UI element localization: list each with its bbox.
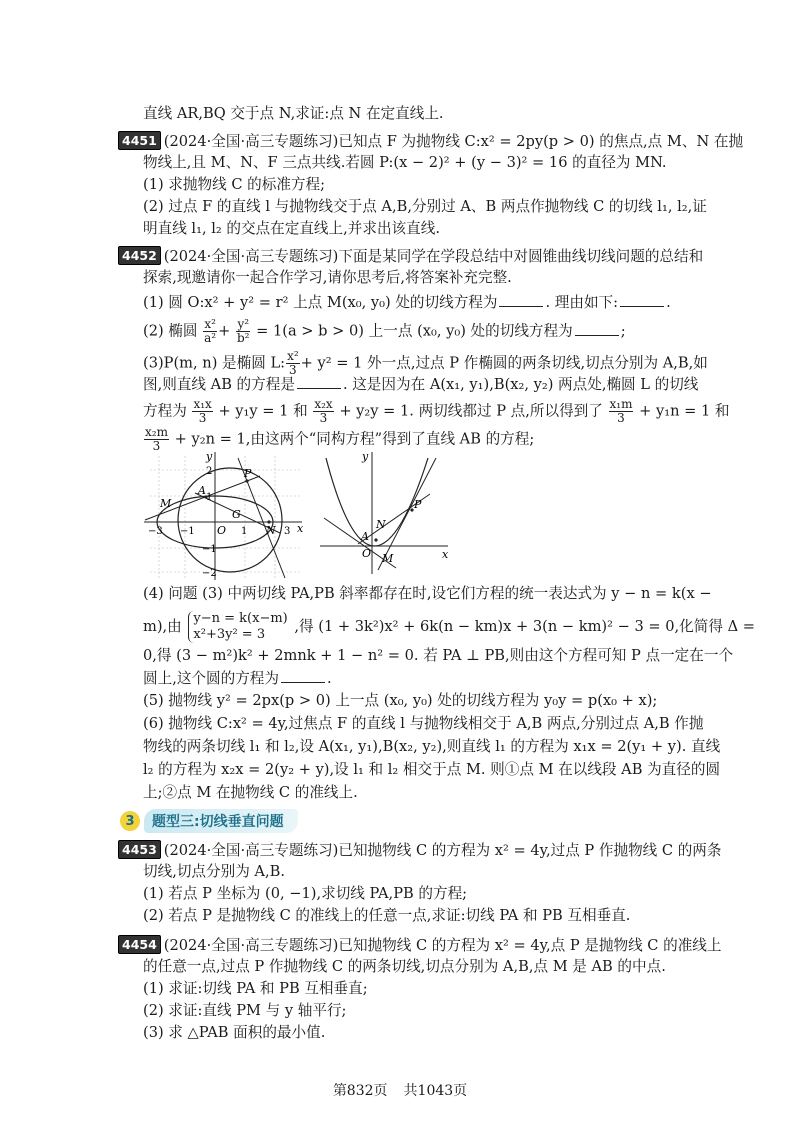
text-line: 4451 (2024·全国·高三专题练习)已知点 F 为抛物线 C:x² = 2py(p > 0) 的焦点,点 M、N 在抛: [118, 131, 743, 152]
text-line: m),由 y−n = k(x−m) x²+3y² = 3 ,得 (1 + 3k²)x² + 6k(n − km)x + 3(n − km)² − 3 = 0,化简得 Δ =: [143, 611, 755, 642]
text-line: (1) 求抛物线 C 的标准方程;: [143, 176, 326, 193]
section-title: 题型三:切线垂直问题: [144, 809, 298, 833]
text-line: 图,则直线 AB 的方程是 . 这是因为在 A(x₁, y₁),B(x₂, y₂) 两点处,椭圆 L 的切线: [143, 376, 699, 393]
tick-label: 1: [206, 492, 213, 503]
answer-blank[interactable]: [297, 374, 341, 389]
page-total: 共1043页: [403, 1083, 468, 1099]
tick-label: −2: [202, 568, 217, 579]
text-line: 明直线 l₁, l₂ 的交点在定直线上,并求出该直线.: [143, 220, 440, 237]
text-line: (2) 过点 F 的直线 l 与抛物线交于点 A,B,分别过 A、B 两点作抛物线 C 的切线 l₁, l₂,证: [143, 198, 707, 215]
page-number: 第832页: [332, 1083, 388, 1099]
origin-label: O: [217, 524, 227, 537]
text-line: 物线上,且 M、N、F 三点共线.若圆 P:(x − 2)² + (y − 3)² = 16 的直径为 MN.: [143, 154, 667, 171]
axis-label-y: y: [206, 450, 213, 463]
text-line: 方程为 $\frac{\text{x₁x}}{3}$ + y₁y = 1 和 $\frac{\text{x₂x}}{3}$ + y₂y = 1. 两切线都过 P 点,所以得到了 $\frac{\text{x₁m}}{3}$ + y₁n = 1 和: [143, 397, 730, 425]
text-line: (4) 问题 (3) 中两切线 PA,PB 斜率都存在时,设它们方程的统一表达式为 y − n = k(x −: [143, 585, 712, 602]
tick-label: 3: [284, 526, 291, 537]
answer-blank[interactable]: [575, 321, 619, 336]
fraction: $\frac{\text{x₁m}}{3}$: [609, 397, 633, 425]
tick-label: 2: [206, 466, 213, 477]
text-line: (2) 椭圆 $\frac{\text{x²}}{\text{a²}}$ + $\frac{\text{y²}}{\text{b²}}$ = 1(a > b > 0) 上一点 (x₀, y₀) 处的切线方程为 ;: [143, 317, 626, 345]
text-line: 4454 (2024·全国·高三专题练习)已知抛物线 C 的方程为 x² = 4y,点 P 是抛物线 C 的准线上: [118, 935, 721, 956]
text-line: (1) 若点 P 坐标为 (0, −1),求切线 PA,PB 的方程;: [143, 885, 468, 902]
fraction: $\frac{\text{x²}}{\text{a²}}$: [204, 317, 217, 345]
text-line: (3)P(m, n) 是椭圆 L: $\frac{\text{x²}}{3}$ + y² = 1 外一点,过点 P 作椭圆的两条切线,切点分别为 A,B,如: [143, 349, 708, 377]
section-header: [120, 808, 298, 834]
text-line: (2) 若点 P 是抛物线 C 的准线上的任意一点,求证:切线 PA 和 PB 互相垂直.: [143, 907, 631, 924]
text-line: 直线 AR,BQ 交于点 N,求证:点 N 在定直线上.: [143, 105, 444, 122]
point-label-P: P: [244, 467, 252, 480]
text-line: (1) 圆 O:x² + y² = r² 上点 M(x₀, y₀) 处的切线方程为 . 理由如下: .: [143, 294, 671, 311]
axis-label-y: y: [362, 450, 369, 463]
answer-blank[interactable]: [620, 292, 664, 307]
point-label-N: N: [266, 524, 276, 537]
point-marker: [374, 538, 377, 541]
figure-ellipse-tangents: [140, 448, 310, 583]
fraction: $\frac{\text{x₁x}}{3}$: [193, 397, 212, 425]
point-label-M: M: [160, 497, 172, 510]
axis-label-x: x: [297, 522, 304, 535]
text-line: (5) 抛物线 y² = 2px(p > 0) 上一点 (x₀, y₀) 处的切线方程为 y₀y = p(x₀ + x);: [143, 692, 658, 709]
answer-blank[interactable]: [281, 668, 325, 683]
point-label-G: G: [232, 508, 241, 521]
text-line: (3) 求 △PAB 面积的最小值.: [143, 1024, 326, 1041]
text-line: 物线的两条切线 l₁ 和 l₂,设 A(x₁, y₁),B(x₂, y₂),则直线 l₁ 的方程为 x₁x = 2(y₁ + y). 直线: [143, 738, 721, 755]
fraction: $\frac{\text{x₂x}}{3}$: [314, 397, 333, 425]
tick-label: −1: [202, 544, 217, 555]
text-line: 切线,切点分别为 A,B.: [143, 863, 285, 880]
text-line: 0,得 (3 − m²)k² + 2mnk + 1 − n² = 0. 若 PA ⊥ PB,则由这个方程可知 P 点一定在一个: [143, 647, 734, 664]
tick-label: −3: [148, 526, 163, 537]
section-number-icon: 3: [120, 811, 140, 831]
fraction: $\frac{\text{y²}}{\text{b²}}$: [236, 317, 250, 345]
point-label-A: A: [361, 530, 369, 543]
circle-curve: [178, 468, 282, 572]
fraction: $\frac{\text{x²}}{3}$: [287, 349, 299, 377]
text-line: 圆上,这个圆的方程为 .: [143, 670, 332, 687]
text-line: 4452 (2024·全国·高三专题练习)下面是某同学在学段总结中对圆锥曲线切线问题的总结和: [118, 246, 703, 267]
equation-system: y−n = k(x−m) x²+3y² = 3: [188, 611, 287, 643]
page-footer: [0, 1080, 800, 1100]
question-number-badge: 4453: [118, 840, 161, 859]
axis-label-x: x: [442, 548, 449, 561]
question-number-badge: 4451: [118, 131, 161, 150]
text-line: (2) 求证:直线 PM 与 y 轴平行;: [143, 1002, 347, 1019]
text-line: 4453 (2024·全国·高三专题练习)已知抛物线 C 的方程为 x² = 4y,过点 P 作抛物线 C 的两条: [118, 840, 721, 861]
question-number-badge: 4452: [118, 246, 161, 265]
text-line: l₂ 的方程为 x₂x = 2(y₂ + y),设 l₁ 和 l₂ 相交于点 M. 则①点 M 在以线段 AB 为直径的圆: [143, 761, 721, 778]
point-label-A: A: [198, 484, 206, 497]
text-line: 上;②点 M 在抛物线 C 的准线上.: [143, 784, 358, 801]
text-line: (1) 求证:切线 PA 和 PB 互相垂直;: [143, 980, 368, 997]
text-line: $\frac{\text{x₂m}}{3}$ + y₂n = 1,由这两个“同构方程”得到了直线 AB 的方程;: [145, 425, 535, 453]
text-line: 探索,现邀请你一起合作学习,请你思考后,将答案补充完整.: [143, 269, 512, 286]
question-number-badge: 4454: [118, 935, 161, 954]
tick-label: −1: [180, 526, 195, 537]
point-label-M: M: [382, 552, 394, 565]
figure-parabola-tangents: [318, 448, 458, 576]
answer-blank[interactable]: [499, 292, 543, 307]
point-label-N: N: [376, 518, 386, 531]
text-line: (6) 抛物线 C:x² = 4y,过焦点 F 的直线 l 与抛物线相交于 A,B 两点,分别过点 A,B 作抛: [143, 715, 704, 732]
tick-label: 1: [241, 526, 248, 537]
origin-label: O: [362, 547, 372, 560]
text-line: 的任意一点,过点 P 作抛物线 C 的两条切线,切点分别为 A,B,点 M 是 AB 的中点.: [143, 958, 666, 975]
point-label-P: P: [414, 498, 422, 511]
fraction: $\frac{\text{x₂m}}{3}$: [145, 425, 168, 453]
